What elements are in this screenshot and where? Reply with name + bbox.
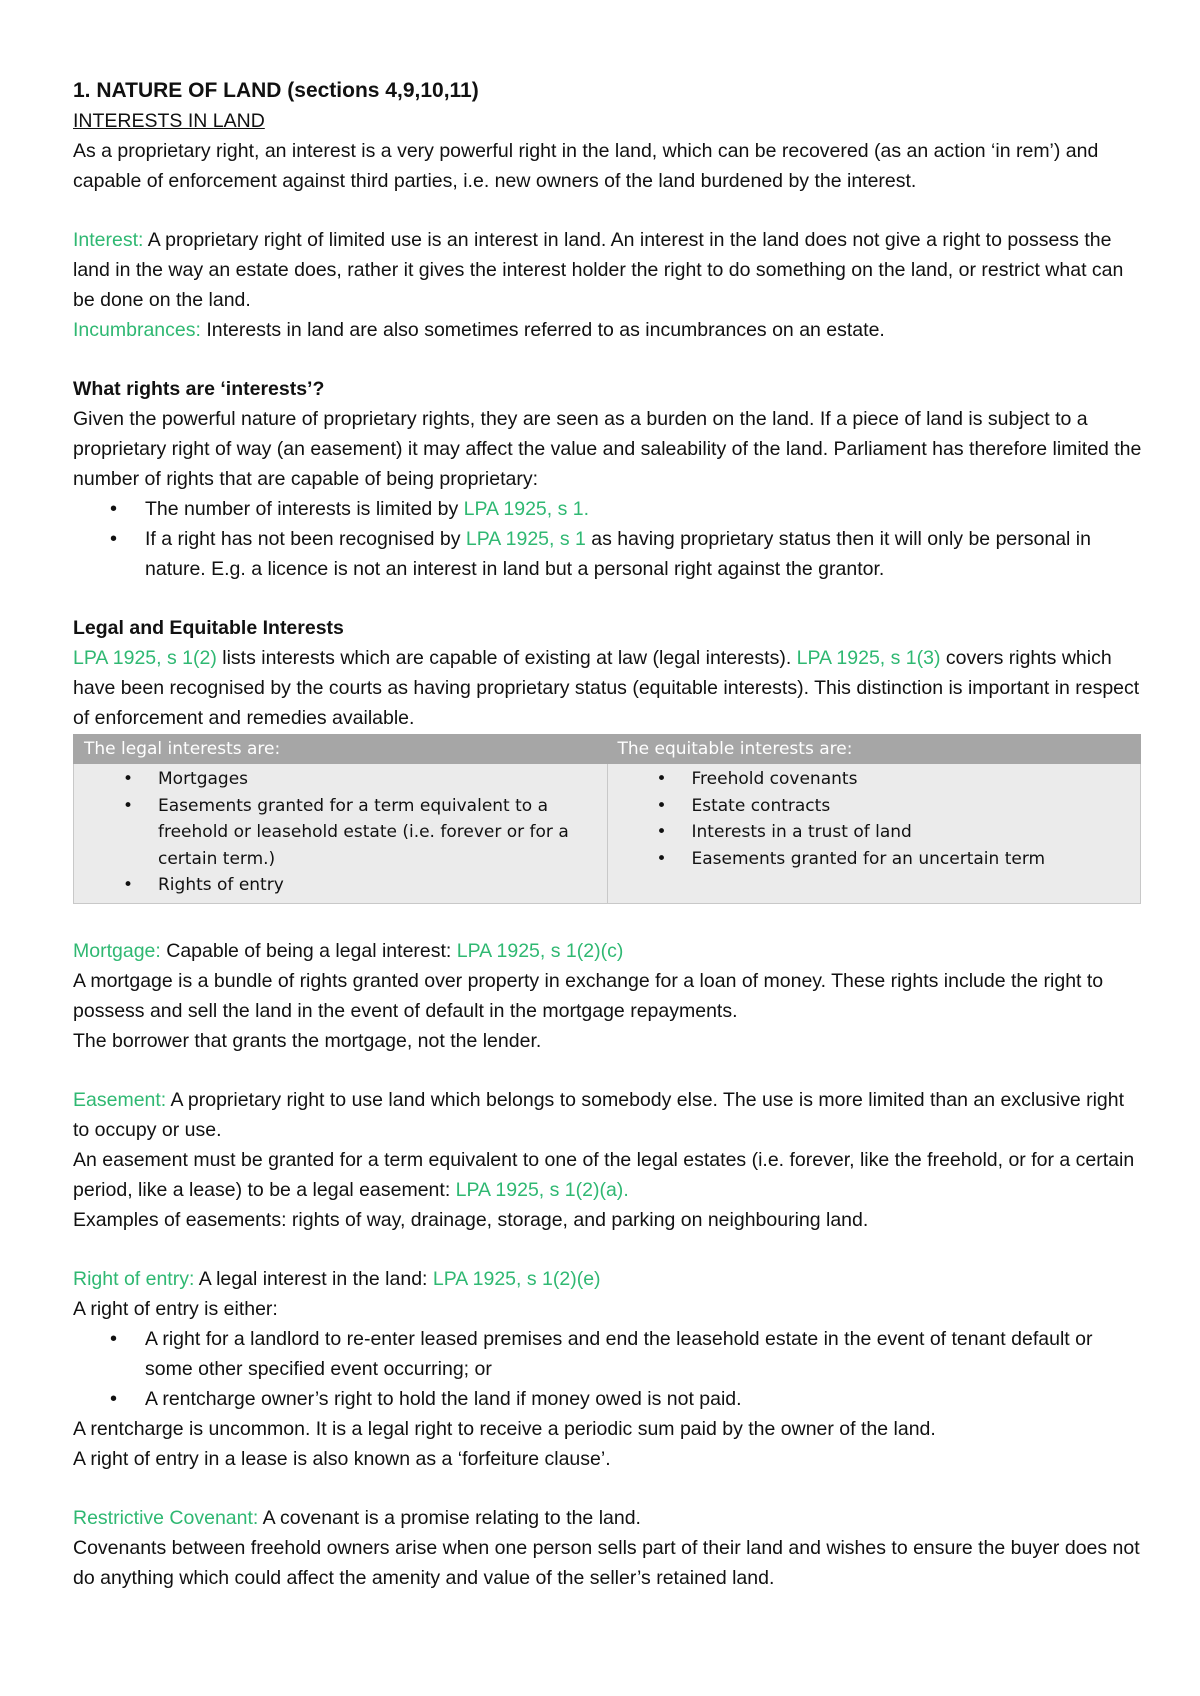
list-item: • Easements granted for an uncertain term (692, 846, 1135, 873)
document-page (73, 76, 1143, 1593)
statute-reference: LPA 1925, s 1 (465, 528, 586, 550)
mortgage-term: Mortgage: (73, 939, 161, 962)
list-item: • Easements granted for a term equivalent to a freehold or leasehold estate (i.e. forever or for a certain term.) (158, 793, 601, 873)
right-of-entry-intro: A right of entry is either: (73, 1297, 278, 1320)
list-item: • Rights of entry (158, 872, 601, 899)
interest-term: Interest: (73, 229, 144, 251)
mortgage-paragraph-2: The borrower that grants the mortgage, not the lender. (73, 1029, 542, 1052)
incumbrances-term: Incumbrances: (73, 319, 201, 341)
interests-table (73, 734, 1141, 904)
statute-reference: LPA 1925, s 1(3) (796, 647, 941, 669)
mortgage-paragraph-1: A mortgage is a bundle of rights granted over property in exchange for a loan of money. These rights include the right to possess and sell the land in the event of default in the mortgage repayments. (73, 969, 1104, 1022)
rights-list (73, 494, 1143, 584)
statute-reference: LPA 1925, s 1(2)(c) (456, 939, 624, 962)
list-item: • A rentcharge owner’s right to hold the land if money owed is not paid. (145, 1384, 1143, 1414)
section-heading-interests: INTERESTS IN LAND (73, 110, 265, 132)
list-item: • Mortgages (158, 766, 601, 793)
rentcharge-paragraph: A rentcharge is uncommon. It is a legal right to receive a periodic sum paid by the owner of the land. (73, 1417, 936, 1440)
restrictive-covenant-definition: Restrictive Covenant: A covenant is a promise relating to the land. (73, 1506, 641, 1529)
covenant-paragraph: Covenants between freehold owners arise when one person sells part of their land and wishes to ensure the buyer does not do anything which could affect the amenity and value of the seller’s retained land. (73, 1536, 1140, 1589)
statute-reference: LPA 1925, s 1 (463, 498, 584, 520)
list-item: • Freehold covenants (692, 766, 1135, 793)
easement-paragraph-2: Examples of easements: rights of way, drainage, storage, and parking on neighbouring land. (73, 1208, 869, 1231)
easement-term: Easement: (73, 1088, 167, 1111)
statute-reference: LPA 1925, s 1(2)(a) (455, 1178, 624, 1201)
interest-text: A proprietary right of limited use is an interest in land. An interest in the land does not give a right to possess the land in the way an estate does, rather it gives the interest holder the right to do something on the land, or restrict what can be done on the land. (73, 229, 1124, 311)
intro-paragraph: As a proprietary right, an interest is a very powerful right in the land, which can be recovered (as an action ‘in rem’) and capable of enforcement against third parties, i.e. new owners of the land burdened by the interest. (73, 140, 1099, 192)
equitable-interests-header: The equitable interests are: (607, 735, 1141, 764)
statute-reference: LPA 1925, s 1(2)(e) (432, 1267, 601, 1290)
right-of-entry-definition: Right of entry: A legal interest in the land: LPA 1925, s 1(2)(e) (73, 1267, 601, 1290)
legal-equitable-paragraph: LPA 1925, s 1(2) lists interests which are capable of existing at law (legal interests). LPA 1925, s 1(3) covers rights which have been recognised by the courts as having proprietary status (equitable interests). This distinction is important in respect of enforcement and remedies available. (73, 647, 1140, 729)
legal-interests-header: The legal interests are: (74, 735, 608, 764)
interest-definition (73, 225, 1143, 315)
list-item: • A right for a landlord to re-enter leased premises and end the leasehold estate in the event of tenant default or some other specified event occurring; or (145, 1324, 1143, 1384)
right-of-entry-term: Right of entry: (73, 1267, 195, 1290)
equitable-interests-list (614, 766, 1135, 872)
rights-bullet-1: • The number of interests is limited by LPA 1925, s 1. (145, 494, 1143, 524)
equitable-interests-cell (607, 764, 1141, 904)
incumbrances-definition (73, 315, 1143, 345)
legal-interests-list (80, 766, 601, 899)
legal-interests-cell (74, 764, 608, 904)
list-item: • Interests in a trust of land (692, 819, 1135, 846)
right-of-entry-list (73, 1324, 1143, 1414)
forfeiture-paragraph: A right of entry in a lease is also known as a ‘forfeiture clause’. (73, 1447, 611, 1470)
easement-paragraph-1: An easement must be granted for a term equivalent to one of the legal estates (i.e. forever, like the freehold, or for a certain period, like a lease) to be a legal easement: LPA 1925, s 1(2)(a). (73, 1148, 1135, 1201)
restrictive-covenant-term: Restrictive Covenant: (73, 1506, 259, 1529)
easement-definition: Easement: A proprietary right to use land which belongs to somebody else. The use is more limited than an exclusive right to occupy or use. (73, 1088, 1125, 1141)
page-title: 1. NATURE OF LAND (sections 4,9,10,11) (73, 79, 479, 102)
rights-bullet-2: • If a right has not been recognised by LPA 1925, s 1 as having proprietary status then it will only be personal in nature. E.g. a licence is not an interest in land but a personal right against the grantor. (145, 524, 1143, 584)
rights-paragraph: Given the powerful nature of proprietary rights, they are seen as a burden on the land. If a piece of land is subject to a proprietary right of way (an easement) it may affect the value and saleability of the land. Parliament has therefore limited the number of rights that are capable of being proprietary: (73, 408, 1142, 490)
legal-equitable-heading: Legal and Equitable Interests (73, 617, 344, 639)
statute-reference: LPA 1925, s 1(2) (73, 647, 217, 669)
incumbrances-text: Interests in land are also sometimes referred to as incumbrances on an estate. (200, 319, 885, 341)
list-item: • Estate contracts (692, 793, 1135, 820)
rights-heading: What rights are ‘interests’? (73, 378, 325, 400)
mortgage-definition: Mortgage: Capable of being a legal interest: LPA 1925, s 1(2)(c) (73, 939, 624, 962)
